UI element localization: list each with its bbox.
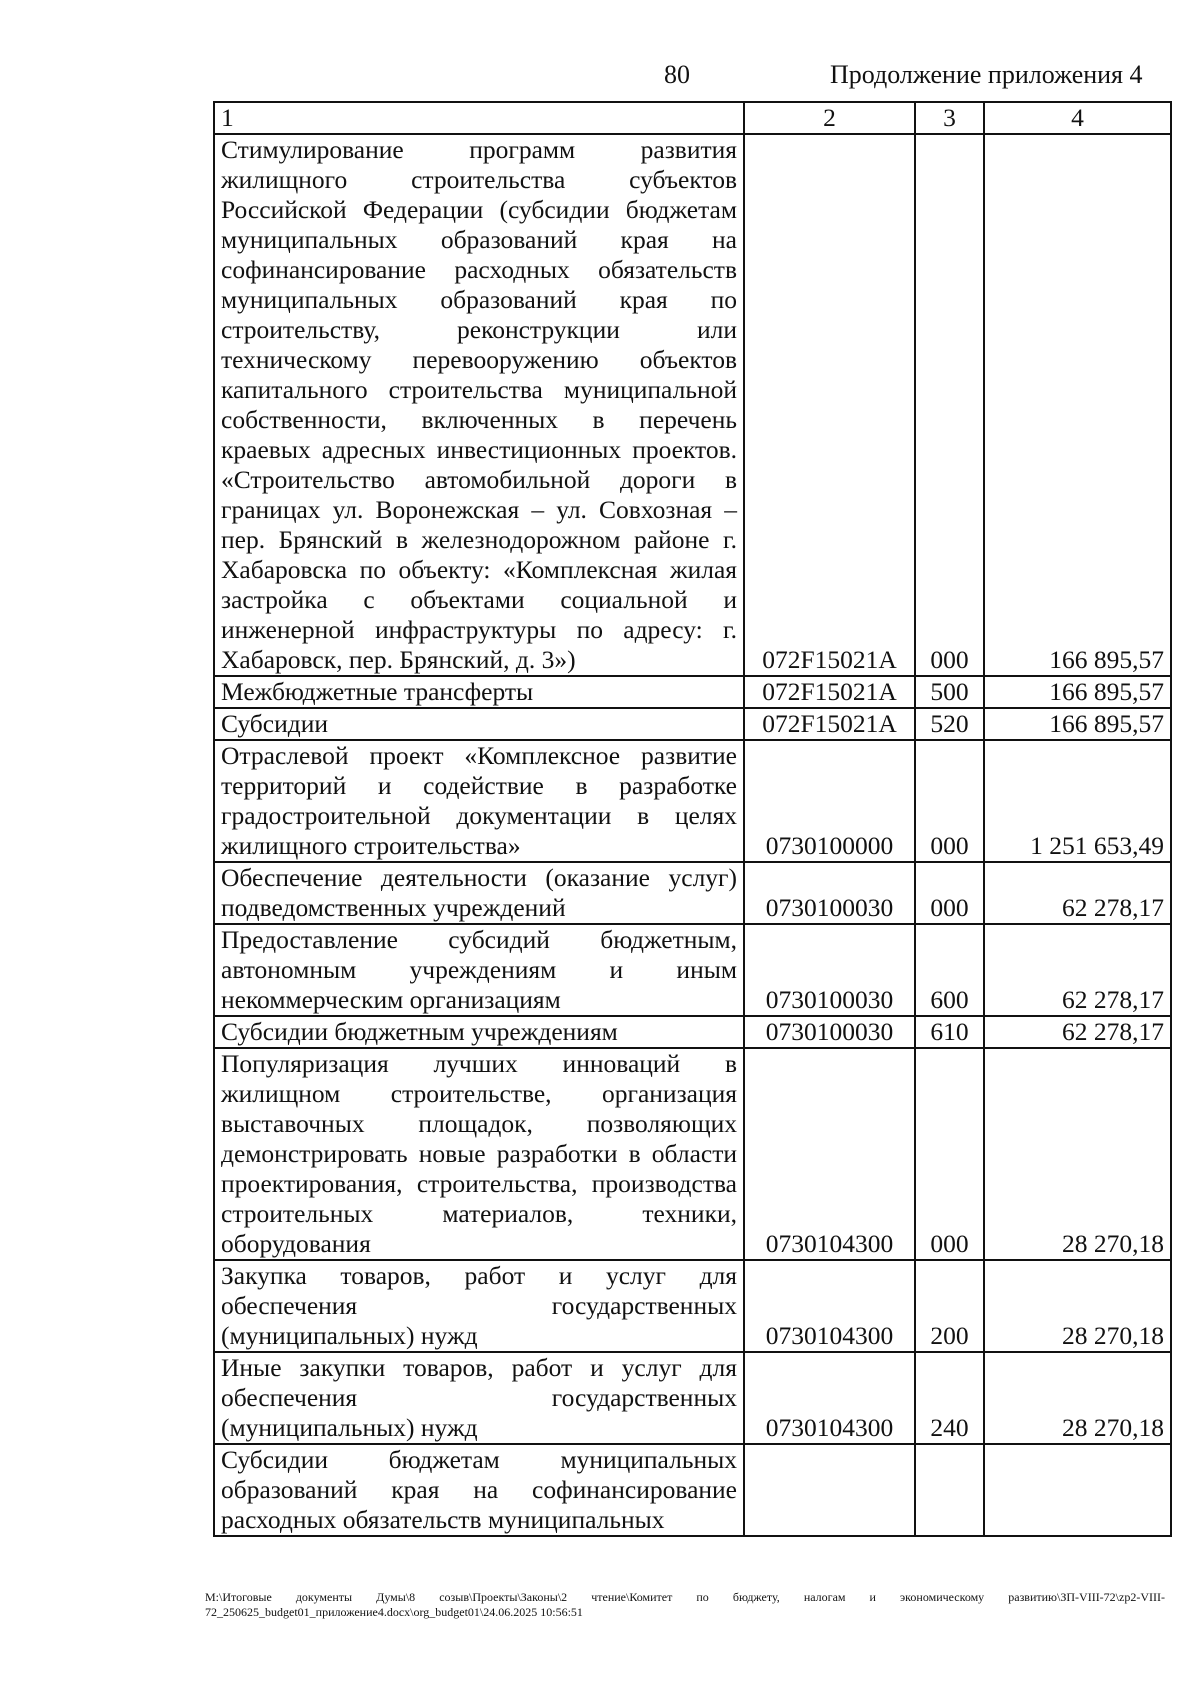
- row-code: 072F15021A: [744, 708, 915, 740]
- table-row: [214, 134, 1171, 676]
- row-amount: 28 270,18: [984, 1352, 1171, 1444]
- row-name: Предоставление субсидий бюджетным, автономным учреждениям и иным некоммерческим организациям: [214, 924, 744, 1016]
- row-name: Стимулирование программ развития жилищного строительства субъектов Российской Федерации (субсидии бюджетам муниципальных образований края на софинансирование расходных обязательств муниципальных образований края по строительству, реконструкции или техническому перевооружению объектов капитального строительства муниципальной собственности, включенных в перечень краевых адресных инвестиционных проектов. «Строительство автомобильной дороги в границах ул. Воронежская – ул. Совхозная – пер. Брянский в железнодорожном районе г. Хабаровска по объекту: «Комплексная жилая застройка с объектами социальной и инженерной инфраструктуры по адресу: г. Хабаровск, пер. Брянский, д. 3»): [214, 134, 744, 676]
- row-name: Отраслевой проект «Комплексное развитие территорий и содействие в разработке градостроительной документации в целях жилищного строительства»: [214, 740, 744, 862]
- row-name: Субсидии бюджетным учреждениям: [214, 1016, 744, 1048]
- row-name: Субсидии: [214, 708, 744, 740]
- row-type: 520: [915, 708, 984, 740]
- row-code: 072F15021A: [744, 676, 915, 708]
- appendix-continuation-title: Продолжение приложения 4: [830, 60, 1143, 89]
- row-amount: 62 278,17: [984, 1016, 1171, 1048]
- row-type: 000: [915, 740, 984, 862]
- row-amount: 166 895,57: [984, 134, 1171, 676]
- row-code: 0730100030: [744, 862, 915, 924]
- row-name: Субсидии бюджетам муниципальных образований края на софинансирование расходных обязательств муниципальных: [214, 1444, 744, 1536]
- row-amount: 28 270,18: [984, 1260, 1171, 1352]
- table-row: [214, 708, 1171, 740]
- row-type: 600: [915, 924, 984, 1016]
- table-header-row: [214, 102, 1171, 134]
- row-code: 0730100030: [744, 1016, 915, 1048]
- row-amount: 28 270,18: [984, 1048, 1171, 1260]
- table-row: [214, 862, 1171, 924]
- row-code: 0730104300: [744, 1352, 915, 1444]
- row-code: 0730104300: [744, 1048, 915, 1260]
- page-number: 80: [664, 60, 690, 89]
- column-header-4: 4: [984, 102, 1171, 134]
- table-row: [214, 1444, 1171, 1536]
- table-row: [214, 1352, 1171, 1444]
- row-amount: 1 251 653,49: [984, 740, 1171, 862]
- row-type: 610: [915, 1016, 984, 1048]
- table-row: [214, 676, 1171, 708]
- row-code: 0730100030: [744, 924, 915, 1016]
- row-type: 000: [915, 1048, 984, 1260]
- budget-table: [213, 101, 1172, 1537]
- column-header-1: 1: [214, 102, 744, 134]
- row-type: [915, 1444, 984, 1536]
- row-code: 072F15021A: [744, 134, 915, 676]
- row-code: 0730100000: [744, 740, 915, 862]
- row-amount: 166 895,57: [984, 676, 1171, 708]
- table-row: [214, 740, 1171, 862]
- row-name: Обеспечение деятельности (оказание услуг) подведомственных учреждений: [214, 862, 744, 924]
- row-name: Популяризация лучших инноваций в жилищном строительстве, организация выставочных площадок, позволяющих демонстрировать новые разработки в области проектирования, строительства, производства строительных материалов, техники, оборудования: [214, 1048, 744, 1260]
- row-amount: 62 278,17: [984, 862, 1171, 924]
- row-type: 000: [915, 862, 984, 924]
- column-header-3: 3: [915, 102, 984, 134]
- row-amount: 166 895,57: [984, 708, 1171, 740]
- row-type: 200: [915, 1260, 984, 1352]
- row-code: [744, 1444, 915, 1536]
- file-path-footer: M:\Итоговые документы Думы\8 созыв\Проекты\Законы\2 чтение\Комитет по бюджету, налогам и экономическому развитию\ЗП-VIII-72\zp2-VIII-72_250625_budget01_приложение4.docx\org_budget01\24.06.2025 10:56:51: [205, 1590, 1165, 1619]
- row-name: Закупка товаров, работ и услуг для обеспечения государственных (муниципальных) нужд: [214, 1260, 744, 1352]
- row-code: 0730104300: [744, 1260, 915, 1352]
- row-name: Иные закупки товаров, работ и услуг для обеспечения государственных (муниципальных) нужд: [214, 1352, 744, 1444]
- table-row: [214, 1260, 1171, 1352]
- row-type: 500: [915, 676, 984, 708]
- row-amount: [984, 1444, 1171, 1536]
- row-name: Межбюджетные трансферты: [214, 676, 744, 708]
- row-type: 000: [915, 134, 984, 676]
- row-type: 240: [915, 1352, 984, 1444]
- table-row: [214, 1048, 1171, 1260]
- column-header-2: 2: [744, 102, 915, 134]
- table-row: [214, 924, 1171, 1016]
- row-amount: 62 278,17: [984, 924, 1171, 1016]
- table-row: [214, 1016, 1171, 1048]
